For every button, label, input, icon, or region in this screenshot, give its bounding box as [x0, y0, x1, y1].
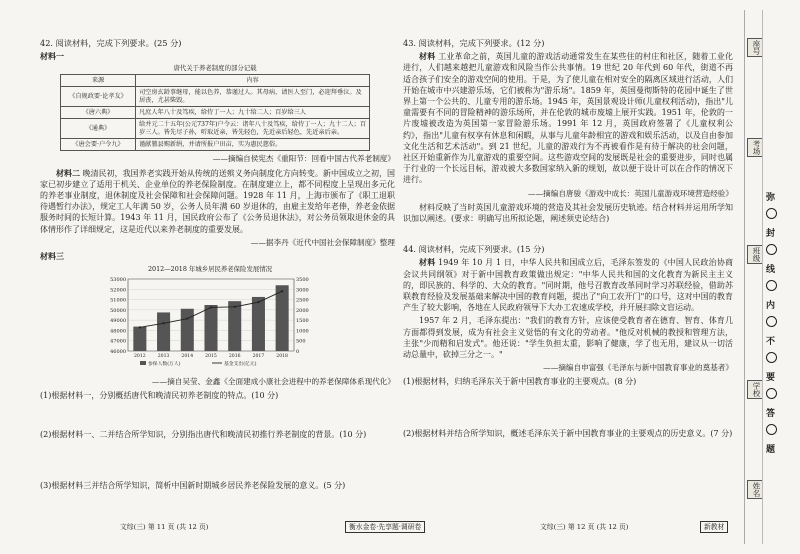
q42-material2	[40, 168, 395, 235]
q43-title: 43. 阅读材料，完成下列要求。(12 分)	[403, 38, 545, 48]
line-point	[139, 327, 141, 329]
seal-circle-icon	[766, 316, 777, 327]
q44-sub2: (2)根据材料并结合所学知识，概述毛泽东关于新中国教育事业的主要观点的历史意义。(7 分)	[403, 428, 733, 438]
table-cell-source: 《通典》	[61, 119, 136, 139]
bar	[181, 309, 194, 351]
q43-material	[403, 51, 733, 185]
bar	[228, 302, 241, 352]
q42-title: 42. 阅读材料，完成下列要求。(25 分)	[40, 38, 182, 48]
q42-material1-label: 材料一	[40, 51, 64, 62]
table-cell-content: 司空房玄龄事继母，能以色养，恭谨过人。其母病，请医人至门，必迎拜垂泣。及居丧，尤甚柴毁。	[136, 87, 370, 107]
q42-material2-text: 晚清民初，我国养老实践开始从传统的送殡义务向制度化方向转变。新中国成立之初，国家已初步建立了适用于机关、企业单位的养老保险制度。在制度建立上，都不同程度上呈现出多元化的养老事业制度，退休制度及社会保障和社会保障问题。1928 年 11 月，上海市颁布了《职工退职待遇暂行办法》，规定工人年满 50 岁，公务人员年满 60 岁退休的，由雇主发给年老俸，养老金依据服务时间的长短计算。1943 年 11 月，国民政府公布了《公务员退休法》，对公务员领取退休金的具体情形作了详细规定，这是近代以来养老制度的重要发展。	[40, 168, 396, 234]
legend-bar-label: 参保人数(万人)	[148, 362, 181, 368]
table-cell-content: 凡庶人年八十及笃疾，给侍丁一人；九十给二人；百岁给三人	[136, 107, 370, 119]
line-point	[281, 291, 283, 293]
bar	[133, 327, 146, 351]
y-right-tick-label: 1000	[296, 328, 309, 335]
right-column	[403, 38, 733, 441]
y-left-tick-label: 53000	[110, 277, 126, 284]
x-tick-label: 2012	[134, 354, 146, 360]
y-left-tick-label: 52000	[110, 287, 126, 294]
chart-title: 2012—2018 年城乡居民养老保险发展情况	[147, 265, 273, 274]
legend-bar-swatch	[140, 361, 146, 365]
table-row	[61, 107, 370, 119]
sidebar-item-school: 学校	[747, 380, 763, 399]
bar	[252, 297, 265, 351]
y-left-tick-label: 47000	[110, 339, 126, 346]
q44-paragraph1	[403, 257, 733, 313]
seal-char: 题	[766, 445, 776, 455]
q44-paragraph2: 1957 年 2 月，毛泽东提出："我们的教育方针，应该使受教育者在德育、智育、体育几方面都得到发展，成为有社会主义觉悟的有文化的劳动者。"他反对机械的教授和管理方法，主张"少而精和启发式"。他还说："学生负担太重，影响了健康，学了也无用，建议从一切活动总量中，砍掉三分之一。"	[403, 316, 733, 360]
new-textbook-badge: 新教材	[700, 521, 728, 533]
seal-circle-icon	[766, 352, 777, 363]
bar	[204, 305, 217, 351]
seal-char: 不	[766, 337, 776, 347]
q42-sub3: (3)根据材料三并结合所学知识，简析中国新时期城乡居民养老保险发展的意义。(5 分)	[40, 481, 346, 491]
sidebar-item-class: 班级	[747, 245, 763, 264]
bar	[157, 313, 170, 352]
q43-material-label: 材料	[419, 51, 436, 62]
q44-paragraph1-text: 1949 年 10 月 1 日，中华人民共和国成立后，毛泽东签发的《中国人民政治协商会议共同纲领》对于新中国教育政策做出规定："中华人民共和国的文化教育为新民主主义的，即民族的、科学的、大众的教育。"同时期，他号召教育改革同时学习苏联经验，借助苏联教育经验及发展基础来解决中国的教育问题，提出了"向工农开门"的口号，这对中国的教育产生了较大影响，各地在人民政府领导下大办工农速成学校，并开展扫除文盲运动。	[403, 258, 734, 313]
table-header-source: 来源	[61, 75, 136, 87]
y-left-tick-label: 50000	[110, 308, 126, 315]
seal-circle-icon	[766, 424, 777, 435]
q42-sub2: (2)根据材料一、二并结合所学知识，分别指出唐代和晚清民初推行养老制度的背景。(10 分)	[40, 430, 367, 440]
line-point	[234, 306, 236, 308]
y-right-tick-label: 500	[296, 339, 306, 346]
footer-badge	[700, 521, 728, 531]
q44-material-label: 材料	[419, 257, 436, 268]
seal-char: 弥	[766, 193, 776, 203]
q43-material-text: 工业革命之前，英国儿童的游戏活动通常发生在某些住的村庄和社区，随着工业化进行，人们越来越把儿童游戏和风险当作公共事情。19 世纪 20 年代到 60 年代，街道不再适合孩子们安全的游戏空间的使用。于是，为了使儿童在相对安全的隔离区域进行活动，人们开始在城市中兴建游乐场，它们被称为"游乐场"。1859 年，英国曼彻斯特的花园中诞生了世界上第一个公共的、儿童专用的游乐场。1945 年，英国景观设计师(儿童权利活动)，指出"儿童需要有不同的冒险精神的游乐场所，并在伦敦的城市废墟上展开实践。1951 年，伦敦的一片废墟被改造为英国第一家冒险游乐场。1991 年 12 月，英国政府签署了《儿童权利公约》，指出"儿童有权享有休息和闲暇，从事与儿童年龄相宜的游戏和娱乐活动，以及自由参加文化生活和艺术活动"。到 21 世纪，儿童的游戏行为不再被看作是有待于解决的社会问题，社区开始重新作为儿童游戏的重要空间。这些游戏空间的发展既是社会的重要进步，同时也属于行业的一个长远目标，游戏被大多数国家纳入新的规划，故以便于设计可以在合作的情况下进行。	[403, 52, 734, 185]
seal-circle-icon	[766, 280, 777, 291]
y-left-tick-label: 51000	[110, 298, 126, 305]
q42-material2-label: 材料二	[56, 167, 81, 178]
q44-source: ——摘编自申富强《毛泽东与新中国教育事业的奠基者》	[543, 363, 733, 373]
seal-char: 封	[766, 229, 776, 239]
table-cell-source: 《唐会要·户令九》	[61, 139, 136, 151]
table-row	[61, 119, 370, 139]
seal-char: 答	[766, 409, 776, 419]
table-cell-source: 《自规政要·论孝友》	[61, 87, 136, 107]
table-row	[61, 139, 370, 151]
seal-char: 要	[766, 373, 776, 383]
y-left-tick-label: 48000	[110, 328, 126, 335]
pension-chart	[100, 264, 320, 374]
publisher-box: 衡水金卷·先享题·调研卷	[345, 521, 425, 533]
legend-line-label: 基金支出(亿元)	[224, 362, 257, 368]
y-right-tick-label: 2000	[296, 308, 309, 315]
x-tick-label: 2013	[157, 354, 170, 360]
x-tick-label: 2018	[276, 354, 288, 360]
sidebar-item-name: 姓名	[747, 480, 763, 499]
bar	[276, 286, 289, 352]
q42-material2-source: ——据李丹《近代中国社会保障制度》整理	[250, 237, 395, 247]
table-cell-source: 《唐六典》	[61, 107, 136, 119]
seal-circle-icon	[766, 208, 777, 219]
x-tick-label: 2017	[252, 354, 265, 360]
x-tick-label: 2015	[205, 354, 217, 360]
y-right-tick-label: 1500	[296, 318, 309, 325]
q44-sub1: (1)根据材料，归纳毛泽东关于新中国教育事业的主要观点。(8 分)	[403, 377, 637, 387]
seal-char: 线	[766, 265, 776, 275]
q43-source: ——摘编自唐骏《游戏中成长：英国儿童游戏环境营造经验》	[527, 188, 733, 198]
line-point	[162, 323, 164, 325]
x-tick-label: 2014	[181, 354, 194, 360]
student-info-sidebar	[744, 10, 763, 544]
line-point	[210, 307, 212, 309]
line-point	[257, 302, 259, 304]
y-right-tick-label: 0	[296, 349, 300, 356]
y-right-tick-label: 3500	[296, 277, 309, 284]
table-header-content: 内容	[136, 75, 370, 87]
y-right-tick-label: 2500	[296, 298, 309, 305]
seal-line	[762, 10, 781, 544]
x-tick-label: 2016	[228, 354, 241, 360]
sidebar-item-room: 考场	[747, 138, 763, 157]
table-header-row	[61, 75, 370, 87]
tang-records-table	[60, 64, 370, 151]
line-point	[186, 318, 188, 320]
q42-material1-source: ——摘编自侯宪杰《重阳节：回看中国古代养老制度》	[212, 154, 395, 164]
y-left-tick-label: 49000	[110, 318, 126, 325]
seal-char: 内	[766, 301, 776, 311]
seal-circle-icon	[766, 388, 777, 399]
q43-requirement: 材料反映了当时英国儿童游戏环境的营造及其社会发展历史轨迹。结合材料并运用所学知识加以阐述。(要求：明确写出所拟论题，阐述须史论结合)	[403, 202, 733, 224]
footer-right-page: 文综(三) 第 12 页 (共 12 页)	[540, 523, 629, 531]
q42-sub1: (1)根据材料一，分别概括唐代和晚清民初养老制度的特点。(10 分)	[40, 390, 279, 400]
footer-left-page: 文综(三) 第 11 页 (共 12 页)	[120, 523, 209, 531]
table-row	[61, 87, 370, 107]
y-left-tick-label: 46000	[110, 349, 126, 356]
q42-material3-source: ——摘自吴莹、金鑫《全面建成小康社会进程中的养老保障体系现代化》	[152, 376, 395, 386]
left-column	[40, 38, 395, 493]
chart-svg	[100, 275, 320, 371]
sidebar-item-seat: 座号	[747, 38, 763, 57]
table-caption: 唐代关于养老制度的部分记载	[173, 64, 257, 73]
seal-circle-icon	[766, 244, 777, 255]
footer-publisher	[345, 521, 425, 531]
table-cell-content: 给并元二十五年(公元737年)户令云：诸年八十及笃疾，给侍丁一人；九十二人；百岁三人。皆先尽子孙，听取近亲，皆先轻色，先近亲后轻色，先近亲后亲。	[136, 119, 370, 139]
table-cell-content: 谨献篡县赐新绢，并请所报户田亩，实为惠民慈俗。	[136, 139, 370, 151]
q44-title: 44. 阅读材料，完成下列要求。(15 分)	[403, 244, 545, 255]
q42-material3-label: 材料三	[40, 251, 64, 262]
y-right-tick-label: 3000	[296, 287, 309, 294]
